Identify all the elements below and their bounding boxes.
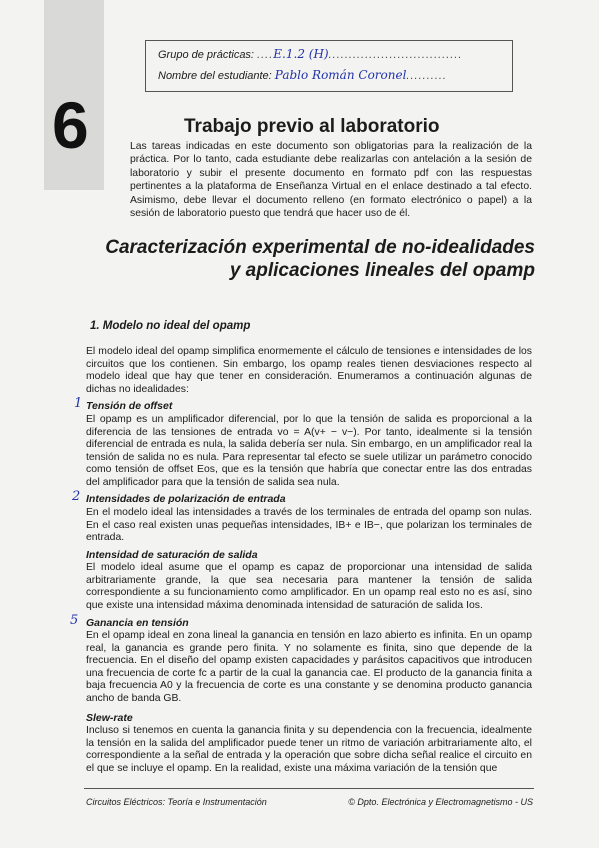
student-info-box	[145, 40, 513, 92]
main-title-line1: Caracterización experimental de no-idealidades	[105, 237, 535, 258]
name-label: Nombre del estudiante:	[158, 70, 272, 82]
main-title-line2: y aplicaciones lineales del opamp	[229, 260, 535, 281]
item-text-slew: Incluso si tenemos en cuenta la ganancia finita y su dependencia con la frecuencia, idealmente la tensión en la salida del amplificador puede tener un ritmo de variación arbitrariamente alto, el correspondiente a la señal de entrada y la operación que sobre dicha señal realice el circuito en el que se incluye el opamp. En la realidad, existe una máxima variación de la tensión que	[86, 725, 532, 774]
item-text-saturation: El modelo ideal asume que el opamp es capaz de proporcionar una intensidad de salida arbitrariamente grande, la que sea necesaria para mantener la tensión de salida correspondiente a su funcionamiento como amplificador. En un opamp real esto no es así, sino que existe una intensidad máxima denominada intensidad de saturación de salida Ios.	[86, 562, 532, 611]
item-text-bias: En el modelo ideal las intensidades a través de los terminales de entrada del opamp son nulas. En el caso real existen unas pequeñas intensidades, IB+ e IB−, que polarizan los terminales de entrada.	[86, 507, 532, 544]
item-title-slew: Slew-rate	[86, 712, 133, 724]
handwritten-mark: 2	[72, 489, 81, 504]
handwritten-mark: 5	[70, 613, 79, 628]
section1-intro: El modelo ideal del opamp simplifica enormemente el cálculo de tensiones e intensidades de los circuitos que los contienen. Sin embargo, los opamp reales tienen desviaciones respecto al modelo ideal que hay que tener en consideración. Enumeramos a continuación algunas de dichas no idealidades:	[86, 346, 532, 395]
handwritten-mark: 1	[74, 396, 83, 411]
item-title-saturation: Intensidad de saturación de salida	[86, 549, 258, 561]
item-title-offset: Tensión de offset	[86, 400, 173, 412]
intro-paragraph: Las tareas indicadas en este documento son obligatorias para la realización de la práctica. Por lo tanto, cada estudiante debe realizarlas con antelación a la sesión de laboratorio y subir el presente documento en formato pdf con las respuestas pertinentes a la plataforma de Enseñanza Virtual en el enlace destinado a tal efecto. Asimismo, debe llevar el documento relleno (en formato electrónico o papel) a la sesión de laboratorio puesto que tendrá que hacer uso de él.	[130, 141, 532, 220]
group-line: Grupo de prácticas: ....E.1.2 (H).................................	[158, 47, 463, 61]
name-value: Pablo Román Coronel	[274, 68, 407, 82]
item-text-gain: En el opamp ideal en zona lineal la ganancia en tensión en lazo abierto es infinita. En un opamp real, la ganancia es grande pero finita. Y no solamente es finita, sino que depende de la frecuencia. En el diseño del opamp existen capacidades y parásitos capacitivos que introducen una frecuencia de corte fc a partir de la cual la ganancia cae. El producto de la ganancia finita a baja frecuencia A0 y la frecuencia de corte es una constante y se denomina producto ganancia ancho de banda GB.	[86, 630, 532, 704]
section1-title: 1. Modelo no ideal del opamp	[90, 320, 251, 332]
item-title-gain: Ganancia en tensión	[86, 617, 189, 629]
item-text-offset: El opamp es un amplificador diferencial, por lo que la tensión de salida es proporcional a la diferencia de las tensiones de entrada vo = A(v+ − v−). Por tanto, idealmente si la tensión diferencial de entrada es nula, la salida debería ser nula. Sin embargo, en un amplificador real la tensión de salida no es nula. Para representar tal efecto se suele utilizar un parámetro conocido como tensión de offset Eos, que es la tensión que habría que conectar entre las dos entradas del amplificador para que la tensión de salida sea nula.	[86, 414, 532, 488]
group-value: E.1.2 (H)	[273, 47, 329, 61]
item-title-bias: Intensidades de polarización de entrada	[86, 493, 286, 505]
group-label: Grupo de prácticas:	[158, 49, 254, 61]
section-header: Trabajo previo al laboratorio	[184, 116, 440, 137]
footer-course: Circuitos Eléctricos: Teoría e Instrumentación	[86, 797, 267, 807]
chapter-number: 6	[52, 88, 89, 162]
footer-department: © Dpto. Electrónica y Electromagnetismo - US	[348, 797, 533, 807]
name-line: Nombre del estudiante: Pablo Román Coronel..........	[158, 68, 447, 82]
main-title	[55, 236, 535, 282]
footer-divider	[84, 788, 534, 789]
